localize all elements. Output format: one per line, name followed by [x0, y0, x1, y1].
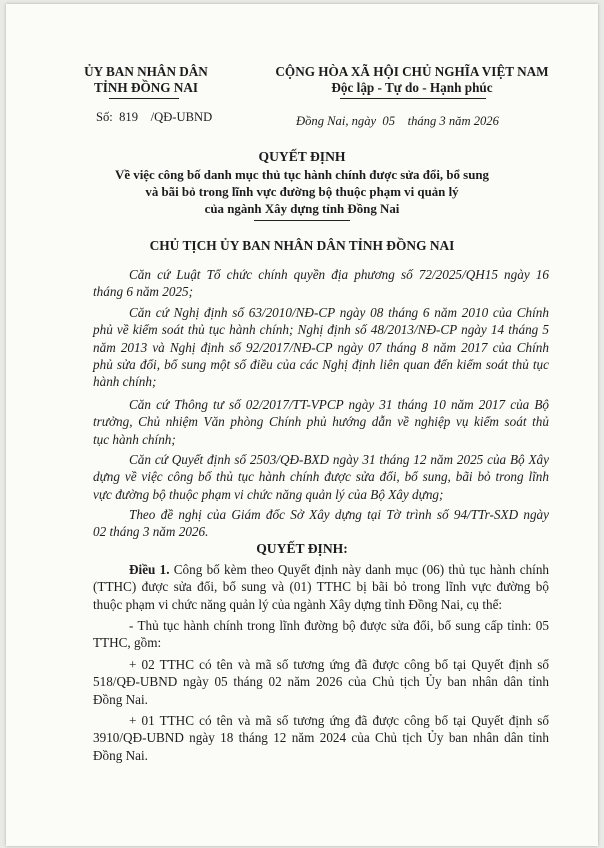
item-2-line-1: + 02 TTHC có tên và mã số tương ứng đã được công bố tại Quyết định số: [129, 657, 549, 672]
article-1-line-1-text: Công bố kèm theo Quyết định này danh mục (06) thủ tục hành chính: [173, 562, 550, 577]
subject-underline: [254, 220, 350, 221]
decision-title: QUYẾT ĐỊNH: [258, 149, 346, 164]
item-2-line-3: Đồng Nai.: [93, 691, 148, 707]
date-place: [296, 114, 499, 129]
article-1-label: Điều 1.: [129, 562, 170, 577]
article-1-line-3: thuộc phạm vi chức năng quản lý của ngành Xây dựng tỉnh Đồng Nai, cụ thể:: [93, 596, 503, 612]
item-3: [93, 712, 549, 764]
basis-2-line-1: Căn cứ Nghị định số 63/2010/NĐ-CP ngày 08 tháng 6 năm 2010 của Chính: [129, 305, 549, 320]
basis-4-line-2: dựng về việc công bố thủ tục hành chính được sửa đổi, bổ sung, bãi bỏ trong lĩnh: [93, 469, 549, 485]
basis-2-line-5: hành chính;: [93, 374, 157, 390]
doc-number-value: 819: [119, 110, 138, 124]
agency-line1: ỦY BAN NHÂN DÂN: [84, 64, 208, 79]
agency-underline: [109, 98, 179, 99]
basis-4-line-1: Căn cứ Quyết định số 2503/QĐ-BXD ngày 31 tháng 12 năm 2025 của Bộ Xây: [129, 452, 549, 467]
document-page: [6, 4, 598, 846]
item-2-line-2: 518/QĐ-UBND ngày 05 tháng 02 năm 2026 của Chủ tịch Ủy ban nhân dân tỉnh: [93, 674, 549, 690]
decision-heading: QUYẾT ĐỊNH:: [256, 541, 348, 556]
article-1: [93, 561, 549, 613]
item-1-line-1: - Thủ tục hành chính trong lĩnh đường bộ được sửa đổi, bổ sung cấp tỉnh: 05: [129, 618, 549, 633]
article-1-line-1: [93, 561, 549, 578]
basis-3: [93, 396, 549, 448]
basis-2: [93, 304, 549, 390]
motto: Độc lập - Tự do - Hạnh phúc: [331, 80, 493, 95]
subject-line-3: của ngành Xây dựng tỉnh Đồng Nai: [204, 202, 400, 216]
nation-title: CỘNG HÒA XÃ HỘI CHỦ NGHĨA VIỆT NAM: [275, 64, 549, 79]
basis-5-line-1: Theo đề nghị của Giám đốc Sở Xây dựng tại Tờ trình số 94/TTr-SXD ngày: [129, 507, 549, 522]
basis-1-line-1: Căn cứ Luật Tổ chức chính quyền địa phương số 72/2025/QH15 ngày 16: [129, 267, 549, 282]
date-rest: tháng 3 năm 2026: [407, 114, 499, 128]
basis-5: [93, 506, 549, 541]
motto-underline: [340, 98, 486, 99]
date-day: 05: [382, 114, 395, 128]
basis-3-line-2: trưởng, Chủ nhiệm Văn phòng Chính phủ hướng dẫn về nghiệp vụ kiểm soát thủ: [93, 414, 549, 430]
date-place-text: Đồng Nai, ngày: [296, 114, 377, 128]
basis-4-line-3: vực đường bộ thuộc phạm vi chức năng quản lý của Bộ Xây dựng;: [93, 486, 444, 502]
subject-line-1: Về việc công bố danh mục thủ tục hành chính được sửa đổi, bổ sung: [115, 168, 489, 182]
basis-1: [93, 266, 549, 301]
decision-subject: [6, 167, 598, 218]
item-3-line-2: 3910/QĐ-UBND ngày 18 tháng 12 năm 2024 của Chủ tịch Ủy ban nhân dân tỉnh: [93, 730, 549, 746]
basis-2-line-2: phủ về kiểm soát thủ tục hành chính; Nghị định số 48/2013/NĐ-CP ngày 14 tháng 5: [93, 322, 549, 338]
basis-4: [93, 451, 549, 503]
basis-1-line-2: tháng 6 năm 2025;: [93, 284, 194, 300]
basis-5-line-2: 02 tháng 3 năm 2026.: [93, 524, 209, 540]
item-3-line-3: Đồng Nai.: [93, 747, 148, 763]
item-1: [93, 617, 549, 652]
basis-3-line-3: tục hành chính;: [93, 431, 176, 447]
basis-3-line-1: Căn cứ Thông tư số 02/2017/TT-VPCP ngày 31 tháng 10 năm 2017 của Bộ: [129, 397, 549, 412]
doc-number: [96, 110, 212, 125]
item-2: [93, 656, 549, 708]
article-1-line-2: (TTHC) được sửa đổi, bổ sung và (01) TTHC bị bãi bỏ trong lĩnh vực đường bộ: [93, 579, 549, 595]
basis-2-line-4: phủ sửa đổi, bổ sung một số điều của các Nghị định liên quan đến kiểm soát thủ tục: [93, 356, 549, 372]
subject-line-2: và bãi bỏ trong lĩnh vực đường bộ thuộc phạm vi quản lý: [145, 185, 459, 199]
authority-heading: CHỦ TỊCH ỦY BAN NHÂN DÂN TỈNH ĐỒNG NAI: [149, 238, 455, 253]
agency-line2: TỈNH ĐỒNG NAI: [93, 80, 199, 95]
item-1-line-2: TTHC, gồm:: [93, 635, 162, 651]
doc-number-suffix: /QĐ-UBND: [150, 110, 213, 124]
item-3-line-1: + 01 TTHC có tên và mã số tương ứng đã được công bố tại Quyết định số: [129, 713, 549, 728]
doc-number-prefix: Số:: [96, 110, 113, 124]
basis-2-line-3: năm 2013 và Nghị định số 92/2017/NĐ-CP ngày 07 tháng 8 năm 2017 của Chính: [93, 339, 549, 355]
